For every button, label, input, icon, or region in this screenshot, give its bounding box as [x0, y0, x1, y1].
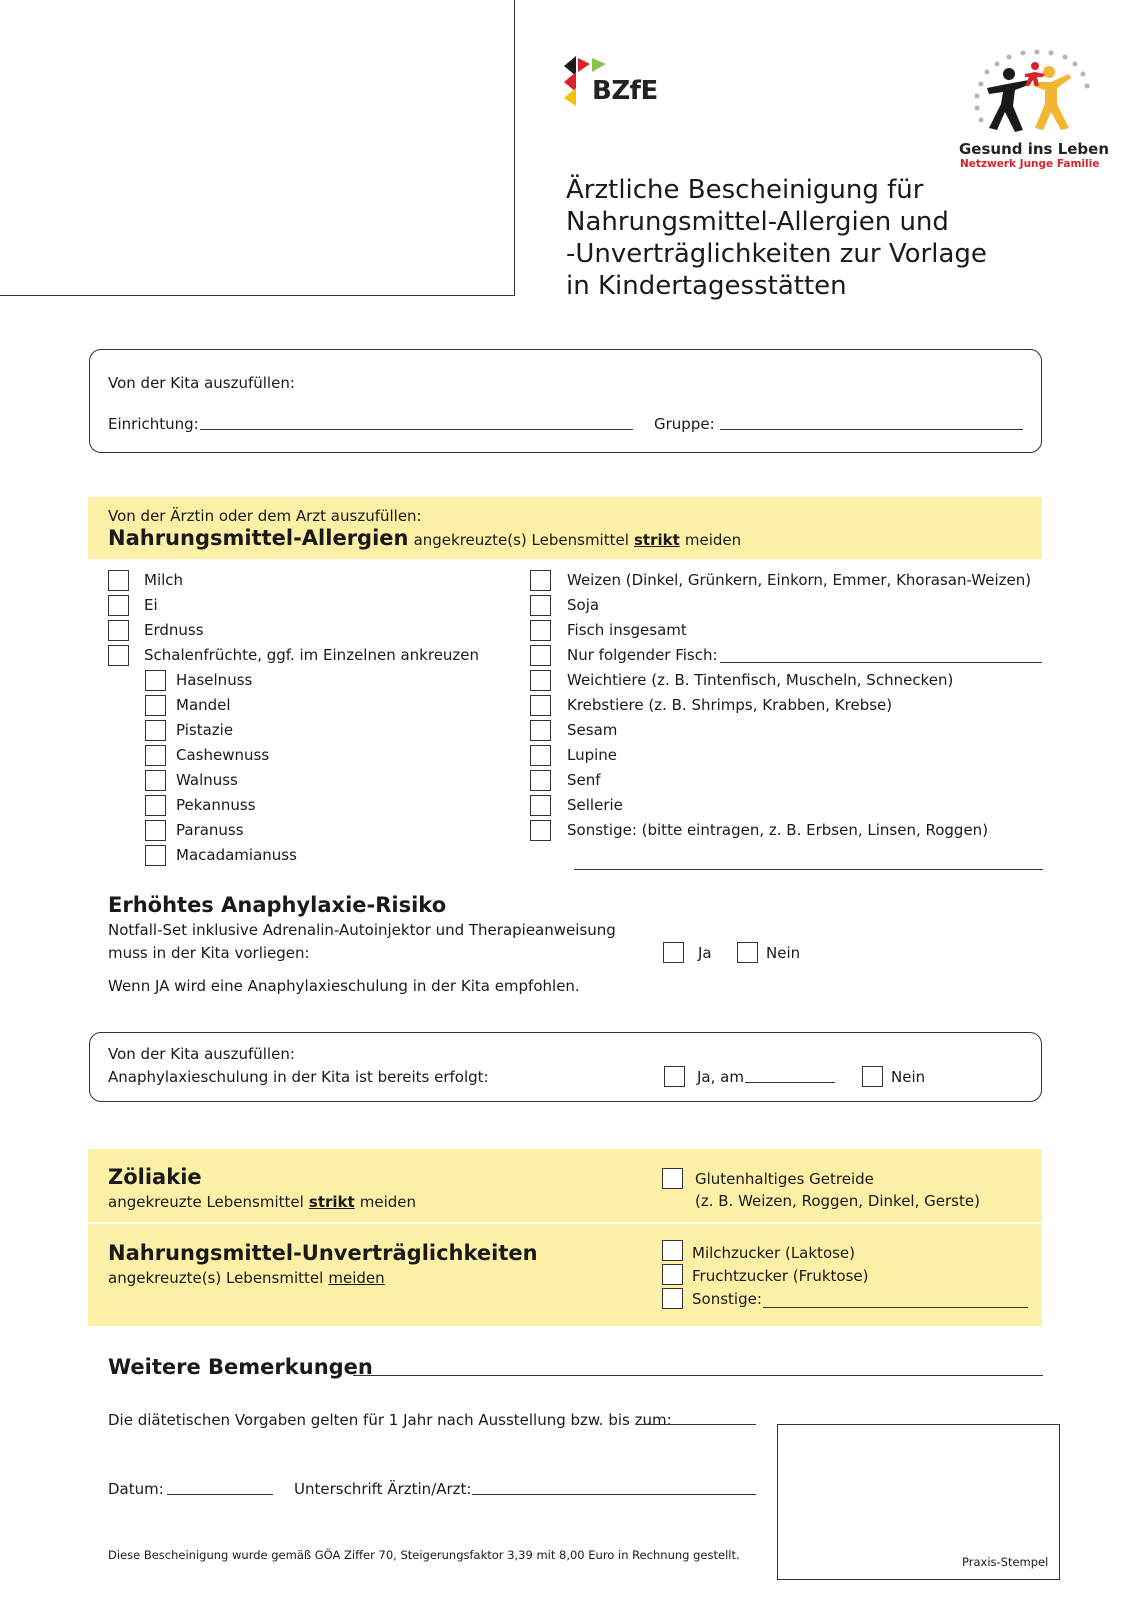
label-sesam: Sesam — [567, 721, 618, 739]
label-schulung-ja-am: Ja, am — [697, 1068, 744, 1086]
validity-date-field[interactable] — [639, 1424, 756, 1425]
checkbox-senf[interactable] — [530, 770, 551, 791]
checkbox-weizen[interactable] — [530, 570, 551, 591]
bzfe-logo-text: BZfE — [592, 76, 658, 106]
sonstige-allergie-field[interactable] — [574, 869, 1043, 870]
label-erdnuss: Erdnuss — [144, 621, 204, 639]
zoeliakie-note — [108, 1192, 416, 1211]
datum-label: Datum: — [108, 1480, 164, 1498]
label-anaphylaxie-nein: Nein — [766, 944, 801, 962]
gruppe-field[interactable] — [720, 429, 1023, 430]
zoeliakie-heading: Zöliakie — [108, 1165, 202, 1189]
checkbox-schulung-nein[interactable] — [862, 1066, 883, 1087]
checkbox-soja[interactable] — [530, 595, 551, 616]
checkbox-pistazie[interactable] — [145, 720, 166, 741]
checkbox-cashewnuss[interactable] — [145, 745, 166, 766]
anaphylaxie-line1: Notfall-Set inklusive Adrenalin-Autoinjektor und Therapieanweisung — [108, 921, 616, 939]
checkbox-sonstige-allergie[interactable] — [530, 820, 551, 841]
label-cashewnuss: Cashewnuss — [176, 746, 270, 764]
unvertraeglichkeiten-note-under: meiden — [328, 1269, 385, 1287]
label-glutenhaltiges-getreide: Glutenhaltiges Getreide — [695, 1170, 874, 1188]
label-milch: Milch — [144, 571, 184, 589]
label-pistazie: Pistazie — [176, 721, 234, 739]
checkbox-fisch-insgesamt[interactable] — [530, 620, 551, 641]
anaphylaxie-heading: Erhöhtes Anaphylaxie-Risiko — [108, 893, 447, 917]
checkbox-nur-folgender-fisch[interactable] — [530, 645, 551, 666]
label-macadamianuss: Macadamianuss — [176, 846, 297, 864]
sonstige-unvertraeglichkeit-field[interactable] — [763, 1307, 1028, 1308]
label-fruktose: Fruchtzucker (Fruktose) — [692, 1267, 869, 1285]
label-lupine: Lupine — [567, 746, 618, 764]
allergies-heading-row — [108, 526, 741, 550]
signature-field[interactable] — [472, 1494, 756, 1495]
checkbox-glutenhaltiges-getreide[interactable] — [662, 1168, 683, 1189]
unvertraeglichkeiten-heading: Nahrungsmittel-Unverträglichkeiten — [108, 1241, 538, 1265]
label-weichtiere: Weichtiere (z. B. Tintenfisch, Muscheln, Schnecken) — [567, 671, 954, 689]
checkbox-mandel[interactable] — [145, 695, 166, 716]
checkbox-macadamianuss[interactable] — [145, 845, 166, 866]
label-nur-folgender-fisch: Nur folgender Fisch: — [567, 646, 718, 664]
anaphylaxie-line2: muss in der Kita vorliegen: — [108, 944, 310, 962]
title-line: Nahrungsmittel-Allergien und — [566, 207, 949, 237]
gil-logo-subtitle: Netzwerk Junge Familie — [960, 158, 1100, 170]
label-laktose: Milchzucker (Laktose) — [692, 1244, 856, 1262]
kita-box — [89, 349, 1042, 453]
gil-logo-title: Gesund ins Leben — [959, 140, 1110, 158]
zoeliakie-note-before: angekreuzte Lebensmittel — [108, 1193, 304, 1211]
label-sonstige-allergie: Sonstige: (bitte eintragen, z. B. Erbsen, Linsen, Roggen) — [567, 821, 989, 839]
einrichtung-field[interactable] — [200, 429, 633, 430]
label-pekannuss: Pekannuss — [176, 796, 256, 814]
document-title — [566, 174, 1066, 302]
checkbox-ei[interactable] — [108, 595, 129, 616]
label-sellerie: Sellerie — [567, 796, 623, 814]
checkbox-krebstiere[interactable] — [530, 695, 551, 716]
checkbox-fruktose[interactable] — [662, 1264, 683, 1285]
fisch-field[interactable] — [720, 662, 1042, 663]
einrichtung-label: Einrichtung: — [108, 415, 199, 433]
label-walnuss: Walnuss — [176, 771, 238, 789]
anaphylaxie-note: Wenn JA wird eine Anaphylaxieschulung in der Kita empfohlen. — [108, 977, 580, 995]
label-schulung-nein: Nein — [891, 1068, 926, 1086]
zoeliakie-note-strong: strikt — [308, 1193, 355, 1211]
kita-box-heading: Von der Kita auszufüllen: — [108, 374, 295, 392]
label-soja: Soja — [567, 596, 600, 614]
schulung-box-heading: Von der Kita auszufüllen: — [108, 1045, 295, 1063]
checkbox-sesam[interactable] — [530, 720, 551, 741]
title-line: -Unverträglichkeiten zur Vorlage — [566, 239, 987, 269]
checkbox-anaphylaxie-ja[interactable] — [663, 942, 684, 963]
signature-label: Unterschrift Ärztin/Arzt: — [294, 1480, 472, 1498]
zoeliakie-note-after: meiden — [359, 1193, 417, 1211]
allergies-note-after: meiden — [684, 531, 742, 549]
checkbox-milch[interactable] — [108, 570, 129, 591]
address-window-box — [0, 0, 515, 296]
allergies-intro: Von der Ärztin oder dem Arzt auszufüllen: — [108, 507, 422, 525]
label-glutenhaltiges-getreide-examples: (z. B. Weizen, Roggen, Dinkel, Gerste) — [695, 1192, 980, 1210]
praxis-stempel-label: Praxis-Stempel — [962, 1555, 1049, 1569]
checkbox-pekannuss[interactable] — [145, 795, 166, 816]
checkbox-walnuss[interactable] — [145, 770, 166, 791]
checkbox-sellerie[interactable] — [530, 795, 551, 816]
label-paranuss: Paranuss — [176, 821, 244, 839]
label-anaphylaxie-ja: Ja — [698, 944, 712, 962]
remarks-heading: Weitere Bemerkungen — [108, 1355, 373, 1379]
allergies-note-strong: strikt — [633, 531, 680, 549]
label-krebstiere: Krebstiere (z. B. Shrimps, Krabben, Krebse) — [567, 696, 893, 714]
title-line: in Kindertagesstätten — [566, 271, 847, 301]
checkbox-lupine[interactable] — [530, 745, 551, 766]
remarks-field[interactable] — [353, 1375, 1043, 1376]
schulung-date-field[interactable] — [745, 1082, 835, 1083]
gruppe-label: Gruppe: — [654, 415, 715, 433]
checkbox-schulung-ja[interactable] — [664, 1066, 685, 1087]
checkbox-schalenfruechte[interactable] — [108, 645, 129, 666]
label-schalenfruechte: Schalenfrüchte, ggf. im Einzelnen ankreuzen — [144, 646, 480, 664]
title-line: Ärztliche Bescheinigung für — [566, 175, 924, 205]
checkbox-sonstige-unvertraeglichkeit[interactable] — [662, 1288, 683, 1309]
zoeliakie-band — [88, 1149, 1042, 1222]
label-sonstige-unvertraeglichkeit: Sonstige: — [692, 1290, 762, 1308]
datum-field[interactable] — [167, 1494, 273, 1495]
unvertraeglichkeiten-note-before: angekreuzte(s) Lebensmittel — [108, 1269, 324, 1287]
checkbox-paranuss[interactable] — [145, 820, 166, 841]
allergies-note-before: angekreuzte(s) Lebensmittel — [413, 531, 629, 549]
label-senf: Senf — [567, 771, 601, 789]
schulung-box-text: Anaphylaxieschulung in der Kita ist bereits erfolgt: — [108, 1068, 489, 1086]
label-ei: Ei — [144, 596, 158, 614]
label-fisch-insgesamt: Fisch insgesamt — [567, 621, 687, 639]
checkbox-haselnuss[interactable] — [145, 670, 166, 691]
gesund-ins-leben-logo-icon — [957, 44, 1097, 144]
checkbox-anaphylaxie-nein[interactable] — [737, 942, 758, 963]
checkbox-weichtiere[interactable] — [530, 670, 551, 691]
label-mandel: Mandel — [176, 696, 231, 714]
validity-text: Die diätetischen Vorgaben gelten für 1 Jahr nach Ausstellung bzw. bis zum: — [108, 1411, 672, 1429]
allergies-heading: Nahrungsmittel-Allergien — [108, 526, 409, 550]
schulung-box — [89, 1032, 1042, 1102]
label-weizen: Weizen (Dinkel, Grünkern, Einkorn, Emmer, Khorasan-Weizen) — [567, 571, 1032, 589]
label-haselnuss: Haselnuss — [176, 671, 253, 689]
unvertraeglichkeiten-note — [108, 1268, 385, 1287]
checkbox-laktose[interactable] — [662, 1240, 683, 1261]
billing-note: Diese Bescheinigung wurde gemäß GÖA Ziffer 70, Steigerungsfaktor 3,39 mit 8,00 Euro in Rechnung gestellt. — [108, 1548, 740, 1562]
checkbox-erdnuss[interactable] — [108, 620, 129, 641]
